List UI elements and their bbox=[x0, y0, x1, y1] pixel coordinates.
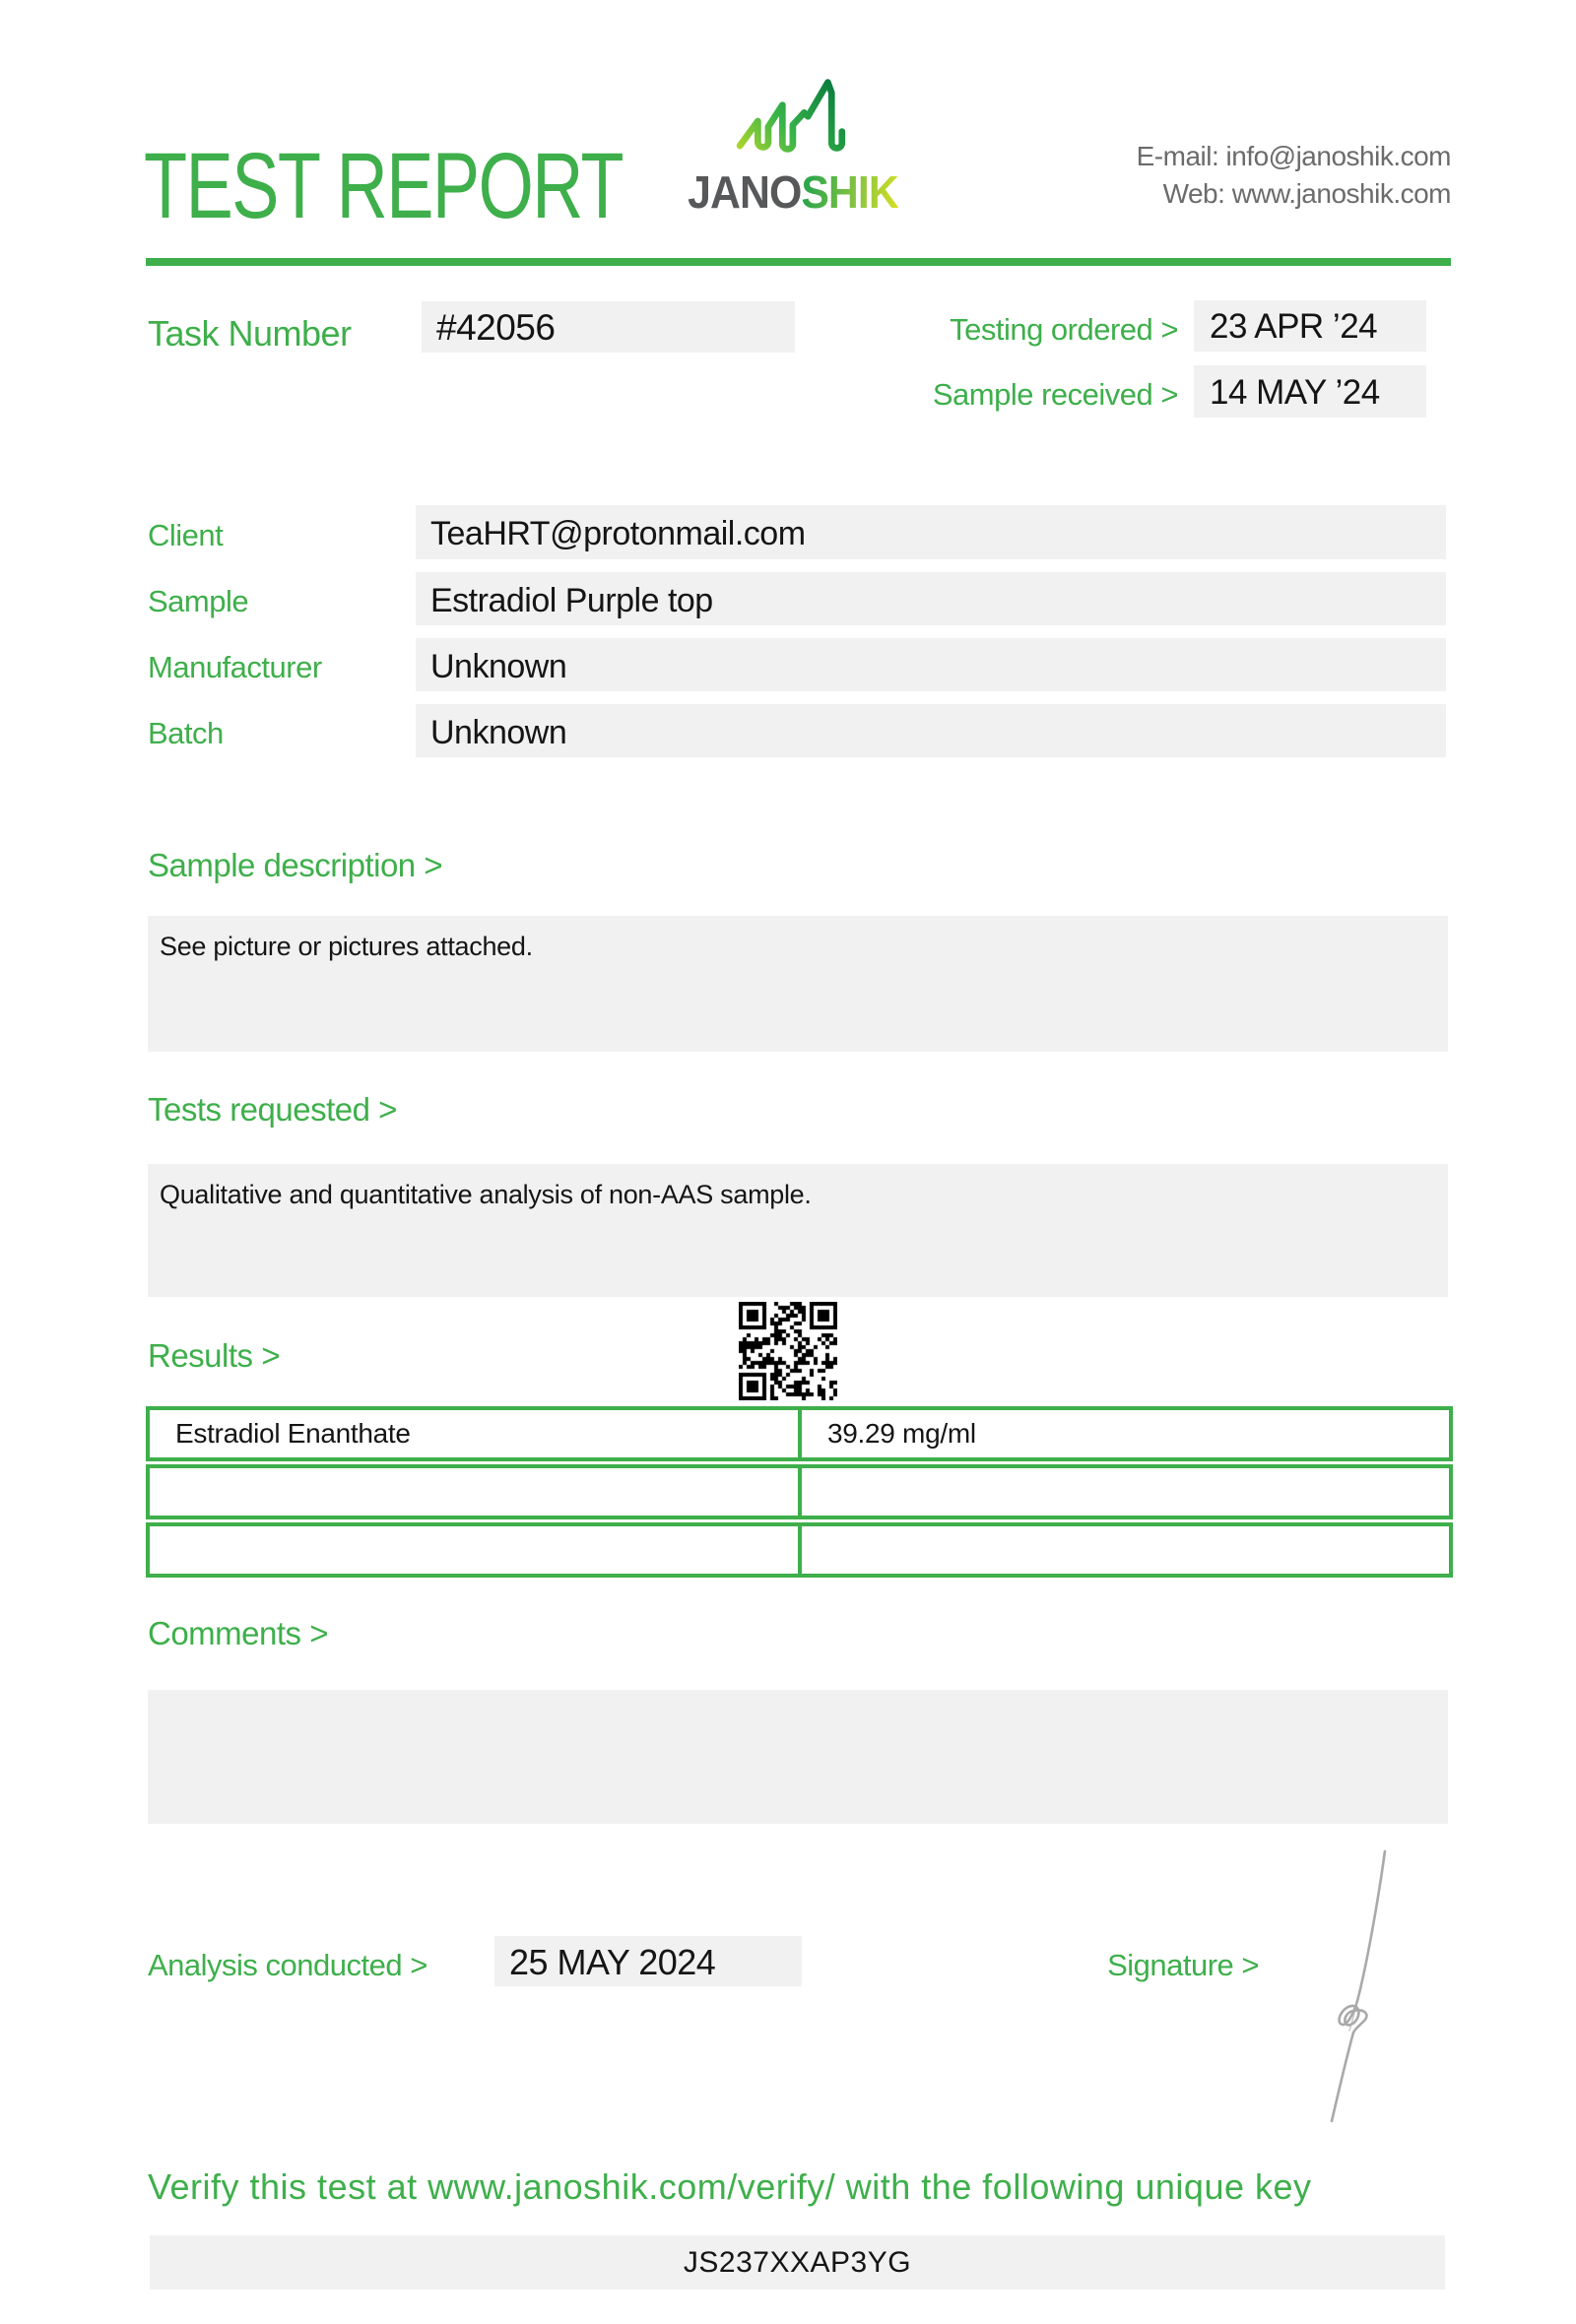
qr-code bbox=[739, 1302, 837, 1400]
comments-box bbox=[148, 1690, 1448, 1824]
results-row bbox=[146, 1464, 1453, 1519]
contact-web: Web: www.janoshik.com bbox=[1162, 178, 1451, 209]
results-row bbox=[146, 1406, 1453, 1461]
results-row bbox=[146, 1522, 1453, 1578]
contact-block bbox=[1137, 138, 1451, 213]
sample-description-text: See picture or pictures attached. bbox=[160, 932, 533, 961]
logo-chart-icon bbox=[731, 75, 849, 169]
sample-received-label: Sample received > bbox=[932, 377, 1178, 412]
batch-field bbox=[416, 704, 1446, 757]
signature-label: Signature > bbox=[1107, 1948, 1259, 1982]
manufacturer-label: Manufacturer bbox=[148, 650, 322, 684]
signature-scribble bbox=[1298, 1847, 1416, 2135]
result-substance-cell: Estradiol Enanthate bbox=[175, 1418, 411, 1449]
results-table bbox=[146, 1406, 1453, 1581]
tests-requested-text: Qualitative and quantitative analysis of non-AAS sample. bbox=[160, 1180, 812, 1209]
testing-ordered-value: 23 APR ’24 bbox=[1210, 307, 1378, 346]
result-substance-cell bbox=[150, 1526, 798, 1574]
batch-label: Batch bbox=[148, 716, 224, 750]
batch-value: Unknown bbox=[430, 714, 567, 751]
task-number-label: Task Number bbox=[148, 313, 352, 354]
sample-label: Sample bbox=[148, 584, 249, 618]
header-divider bbox=[146, 258, 1451, 266]
verify-key-field bbox=[150, 2235, 1445, 2290]
client-label: Client bbox=[148, 518, 224, 552]
page-title: TEST REPORT bbox=[144, 134, 624, 238]
sample-received-value: 14 MAY ’24 bbox=[1210, 373, 1380, 412]
result-value-cell bbox=[798, 1526, 1449, 1574]
sample-value: Estradiol Purple top bbox=[430, 582, 713, 619]
analysis-conducted-label: Analysis conducted > bbox=[148, 1948, 427, 1982]
results-heading: Results > bbox=[148, 1337, 280, 1374]
logo-wordmark-secondary: SHIK bbox=[801, 166, 898, 218]
task-number-value: #42056 bbox=[436, 307, 556, 348]
verify-instruction: Verify this test at www.janoshik.com/verify/ with the following unique key bbox=[148, 2166, 1312, 2207]
verify-key-value: JS237XXAP3YG bbox=[683, 2245, 912, 2279]
sample-description-heading: Sample description > bbox=[148, 847, 443, 883]
logo-wordmark-primary: JANO bbox=[688, 166, 802, 218]
manufacturer-field bbox=[416, 638, 1446, 691]
logo-wordmark bbox=[688, 166, 898, 218]
analysis-conducted-value: 25 MAY 2024 bbox=[509, 1942, 716, 1982]
testing-ordered-label: Testing ordered > bbox=[950, 312, 1178, 347]
client-value: TeaHRT@protonmail.com bbox=[430, 515, 806, 552]
result-value-cell: 39.29 mg/ml bbox=[798, 1410, 1449, 1457]
result-substance-cell bbox=[150, 1468, 798, 1516]
tests-requested-box bbox=[148, 1164, 1448, 1297]
comments-heading: Comments > bbox=[148, 1615, 328, 1651]
contact-email: E-mail: info@janoshik.com bbox=[1136, 141, 1451, 171]
sample-description-box bbox=[148, 916, 1448, 1052]
result-value-cell bbox=[798, 1468, 1449, 1516]
tests-requested-heading: Tests requested > bbox=[148, 1091, 397, 1128]
manufacturer-value: Unknown bbox=[430, 648, 567, 685]
